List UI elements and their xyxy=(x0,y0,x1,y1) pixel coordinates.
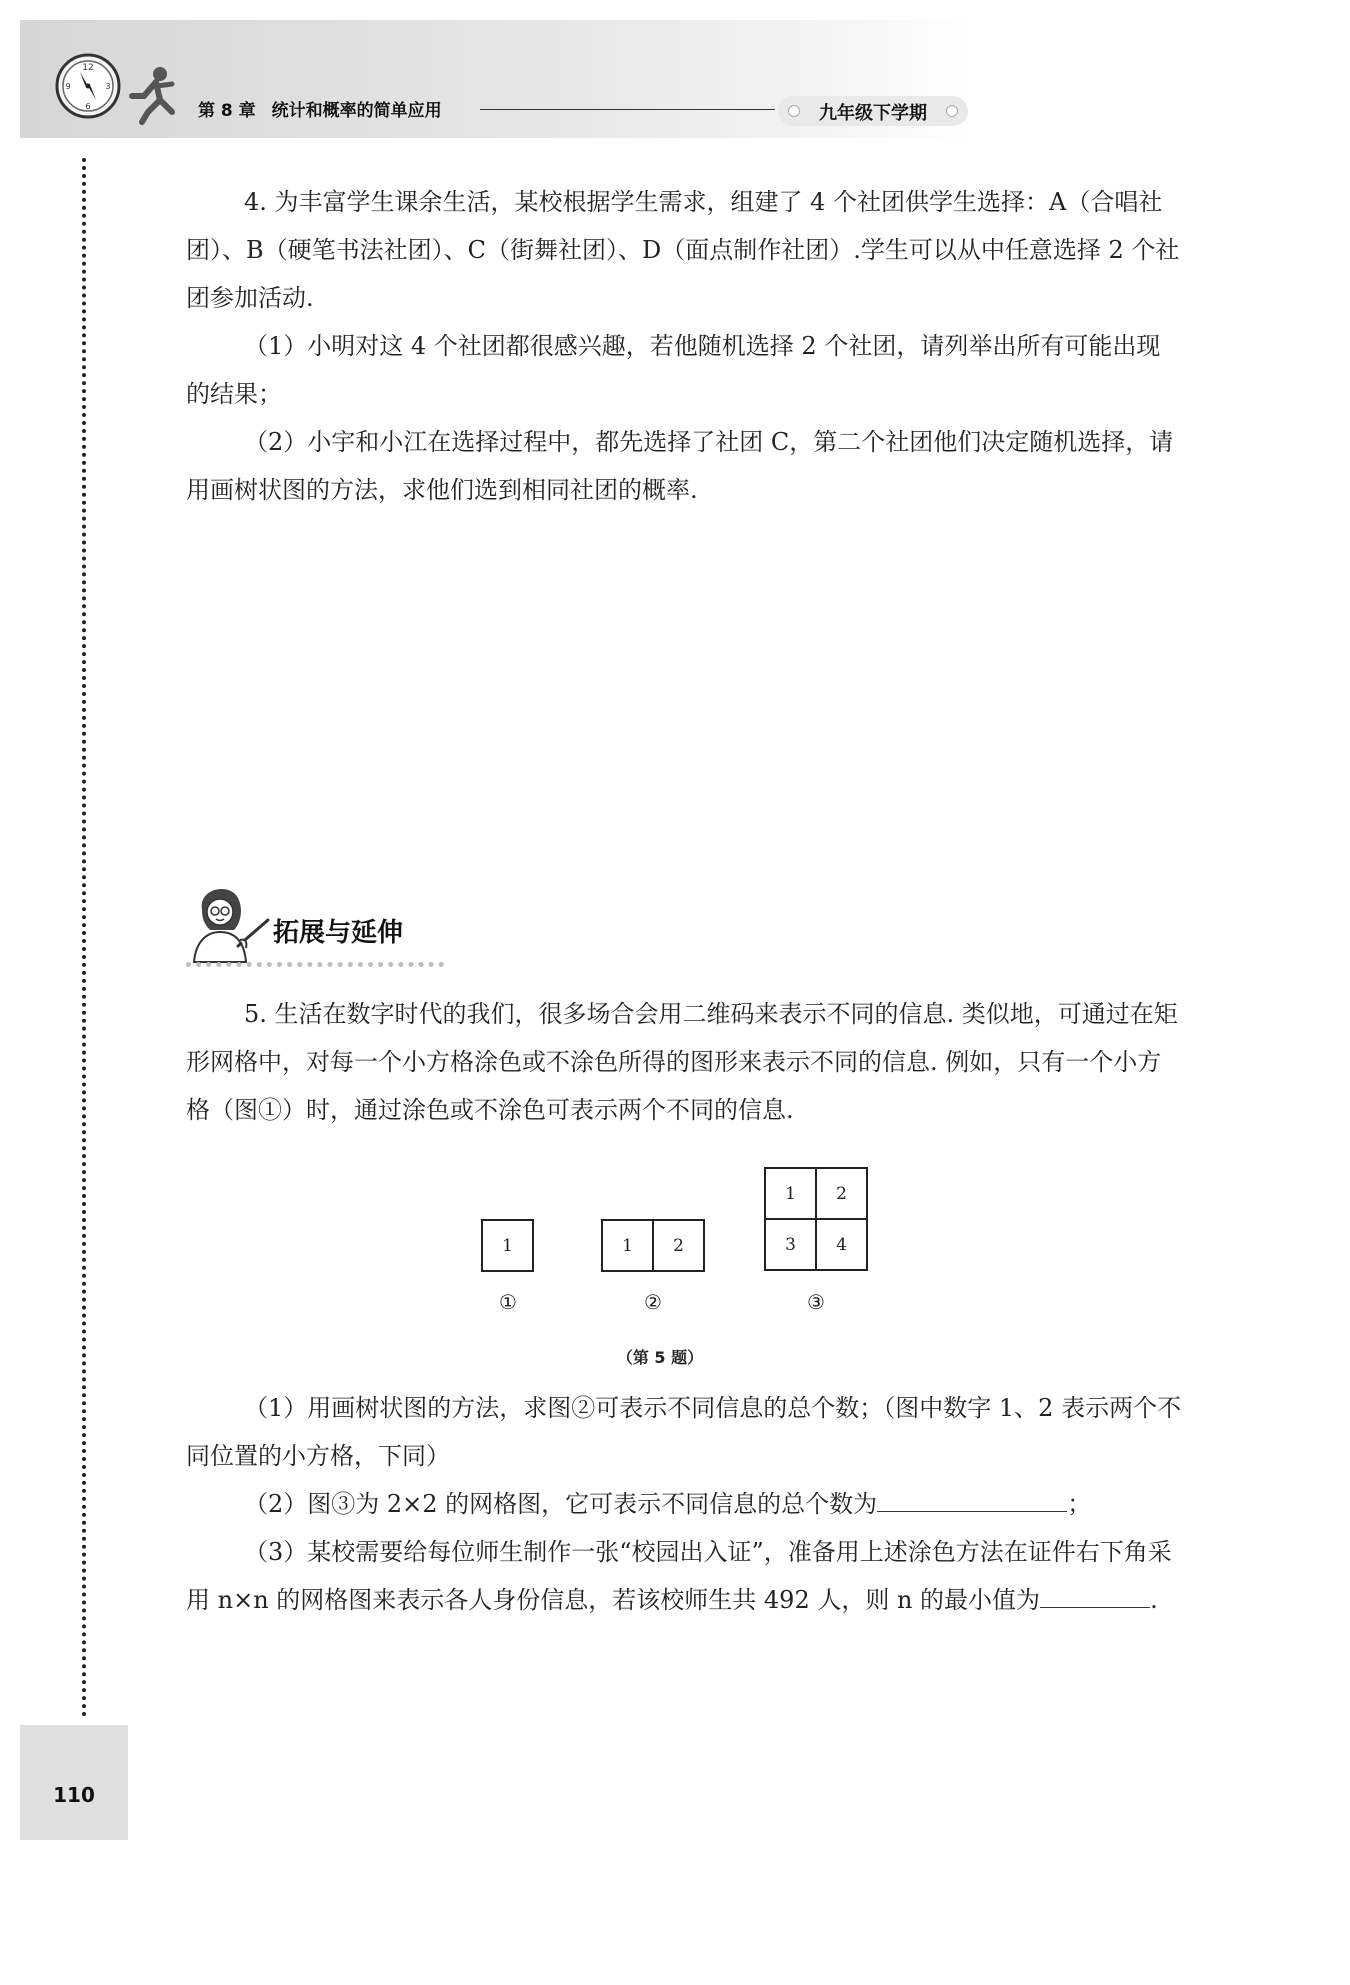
q5-part2 xyxy=(186,1480,1184,1528)
runner-icon xyxy=(120,62,184,126)
grade-label: 九年级下学期 xyxy=(819,103,927,124)
teacher-icon xyxy=(182,880,272,964)
chapter-heading xyxy=(198,96,442,121)
figure-label-1: ① xyxy=(499,1290,517,1314)
q5-part2-end: ； xyxy=(1067,1490,1092,1518)
svg-text:3: 3 xyxy=(105,82,111,91)
answer-blank[interactable] xyxy=(1040,1581,1150,1608)
section-title: 拓展与延伸 xyxy=(273,918,404,948)
q5-stem: 5. 生活在数字时代的我们，很多场合会用二维码来表示不同的信息. 类似地，可通过在矩形网格中，对每一个小方格涂色或不涂色所得的图形来表示不同的信息. 例如，只有一个小方格（图①）时，通过涂色或不涂色可表示两个不同的信息. xyxy=(186,1000,1178,1124)
q5-part2-text: （2）图③为 2×2 的网格图，它可表示不同信息的总个数为 xyxy=(244,1490,878,1518)
figure-label-2: ② xyxy=(644,1290,662,1314)
grid-cell: 3 xyxy=(764,1218,817,1271)
chapter-number: 第 8 章 xyxy=(198,101,256,121)
grade-badge xyxy=(778,96,968,126)
page-number-box xyxy=(20,1725,128,1840)
figure-caption: （第 5 题） xyxy=(616,1348,704,1367)
grid-cell: 2 xyxy=(652,1219,705,1272)
q5-part1: （1）用画树状图的方法，求图②可表示不同信息的总个数；（图中数字 1、2 表示两个不同位置的小方格，下同） xyxy=(186,1394,1182,1470)
svg-text:9: 9 xyxy=(65,82,71,91)
q5-part3-text: （3）某校需要给每位师生制作一张“校园出入证”，准备用上述涂色方法在证件右下角采用 n×n 的网格图来表示各人身份信息，若该校师生共 492 人，则 n 的最小值为 xyxy=(186,1538,1172,1614)
margin-dotted-line xyxy=(82,158,86,1718)
chapter-title: 统计和概率的简单应用 xyxy=(271,101,442,121)
q4-part1: （1）小明对这 4 个社团都很感兴趣，若他随机选择 2 个社团，请列举出所有可能出现的结果； xyxy=(186,332,1161,408)
clock-face-icon xyxy=(54,52,122,120)
grid-cell: 1 xyxy=(601,1219,654,1272)
svg-text:6: 6 xyxy=(85,102,91,111)
badge-right-dot xyxy=(946,105,958,117)
grid-cell: 2 xyxy=(815,1167,868,1220)
q4-stem: 4. 为丰富学生课余生活，某校根据学生需求，组建了 4 个社团供学生选择：A（合唱社团）、B（硬笔书法社团）、C（街舞社团）、D（面点制作社团）.学生可以从中任意选择 2 个社团参加活动. xyxy=(186,188,1180,312)
q4-part2: （2）小宇和小江在选择过程中，都先选择了社团 C，第二个社团他们决定随机选择，请用画树状图的方法，求他们选到相同社团的概率. xyxy=(186,428,1174,504)
answer-blank[interactable] xyxy=(877,1485,1067,1512)
figure-label-3: ③ xyxy=(807,1290,825,1314)
q5-part3 xyxy=(186,1528,1184,1624)
grid-cell: 4 xyxy=(815,1218,868,1271)
svg-text:12: 12 xyxy=(82,63,94,73)
q5-part3-end: . xyxy=(1150,1586,1158,1614)
section-underline xyxy=(186,962,444,967)
grid-cell: 1 xyxy=(481,1219,534,1272)
page-number: 110 xyxy=(53,1783,95,1807)
grid-cell: 1 xyxy=(764,1167,817,1220)
header-rule xyxy=(480,109,775,110)
